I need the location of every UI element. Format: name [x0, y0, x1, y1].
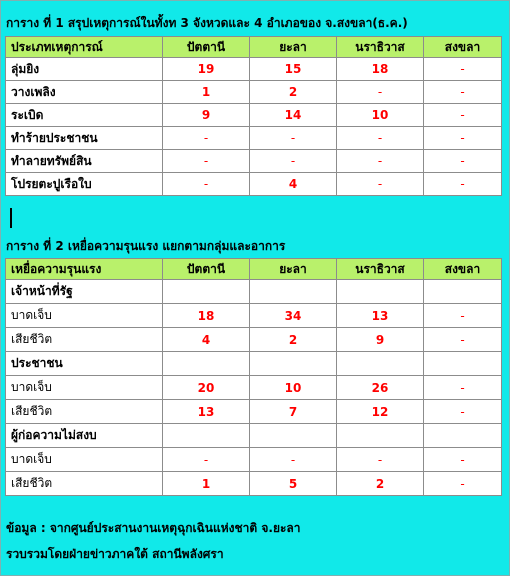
value-cell: - [163, 127, 250, 150]
value-cell: - [337, 127, 424, 150]
value-cell: - [424, 328, 502, 352]
value-cell: 2 [250, 81, 337, 104]
value-cell: - [424, 472, 502, 496]
value-cell: 7 [250, 400, 337, 424]
value-cell: 13 [163, 400, 250, 424]
value-cell: - [424, 150, 502, 173]
row-label: วางเพลิง [6, 81, 163, 104]
empty-cell [424, 280, 502, 304]
group-label: ผู้ก่อความไม่สงบ [6, 424, 163, 448]
table-row [6, 376, 502, 400]
value-cell: - [163, 173, 250, 196]
table-row [6, 127, 502, 150]
value-cell: 1 [163, 81, 250, 104]
table2-caption: การาง ที่ 2 เหยื่อความรุนแรง แยกตามกลุ่มและอาการ [6, 239, 286, 253]
row-label: โปรยตะปูเรือใบ [6, 173, 163, 196]
value-cell: 19 [163, 58, 250, 81]
empty-cell [163, 280, 250, 304]
group-label: ประชาชน [6, 352, 163, 376]
group-row [6, 352, 502, 376]
value-cell: 12 [337, 400, 424, 424]
empty-cell [250, 424, 337, 448]
value-cell: 9 [163, 104, 250, 127]
column-header: ยะลา [250, 37, 337, 58]
value-cell: - [424, 173, 502, 196]
table-row [6, 472, 502, 496]
table2-header-row [6, 259, 502, 280]
row-label: ระเบิด [6, 104, 163, 127]
table-row [6, 328, 502, 352]
row-label: บาดเจ็บ [6, 448, 163, 472]
table-row [6, 400, 502, 424]
value-cell: 34 [250, 304, 337, 328]
value-cell: - [163, 150, 250, 173]
value-cell: 5 [250, 472, 337, 496]
value-cell: 15 [250, 58, 337, 81]
column-header: ปัตตานี [163, 259, 250, 280]
empty-cell [424, 352, 502, 376]
value-cell: 10 [337, 104, 424, 127]
value-cell: - [424, 81, 502, 104]
table-row [6, 104, 502, 127]
value-cell: 13 [337, 304, 424, 328]
value-cell: 4 [250, 173, 337, 196]
value-cell: 9 [337, 328, 424, 352]
value-cell: 20 [163, 376, 250, 400]
table-row [6, 448, 502, 472]
empty-cell [424, 424, 502, 448]
column-header: ประเภทเหตุการณ์ [6, 37, 163, 58]
empty-cell [163, 424, 250, 448]
value-cell: 1 [163, 472, 250, 496]
value-cell: - [424, 448, 502, 472]
column-header: นราธิวาส [337, 259, 424, 280]
value-cell: 2 [250, 328, 337, 352]
value-cell: 26 [337, 376, 424, 400]
row-label: บาดเจ็บ [6, 304, 163, 328]
value-cell: - [424, 58, 502, 81]
value-cell: 18 [163, 304, 250, 328]
group-label: เจ้าหน้าที่รัฐ [6, 280, 163, 304]
row-label: บาดเจ็บ [6, 376, 163, 400]
row-label: เสียชีวิต [6, 472, 163, 496]
empty-cell [337, 424, 424, 448]
value-cell: - [424, 376, 502, 400]
text-cursor [10, 208, 12, 228]
value-cell: - [337, 448, 424, 472]
column-header: เหยื่อความรุนแรง [6, 259, 163, 280]
group-row [6, 424, 502, 448]
empty-cell [250, 280, 337, 304]
row-label: เสียชีวิต [6, 328, 163, 352]
value-cell: 2 [337, 472, 424, 496]
column-header: นราธิวาส [337, 37, 424, 58]
summary-table [5, 36, 502, 196]
value-cell: - [337, 173, 424, 196]
source-note: ข้อมูล : จากศูนย์ประสานงานเหตุฉุกเฉินแห่งชาติ จ.ยะลา [6, 521, 301, 535]
value-cell: - [250, 448, 337, 472]
row-label: เสียชีวิต [6, 400, 163, 424]
value-cell: - [337, 150, 424, 173]
value-cell: - [424, 104, 502, 127]
value-cell: - [424, 304, 502, 328]
table-row [6, 173, 502, 196]
victims-table [5, 258, 502, 496]
value-cell: 14 [250, 104, 337, 127]
value-cell: 18 [337, 58, 424, 81]
empty-cell [337, 280, 424, 304]
value-cell: - [424, 400, 502, 424]
table1-header-row [6, 37, 502, 58]
table-row [6, 150, 502, 173]
empty-cell [250, 352, 337, 376]
table1-caption: การาง ที่ 1 สรุปเหตุการณ์ในทั้งท 3 จังหวดและ 4 อำเภอของ จ.สงขลา(ธ.ค.) [6, 16, 408, 30]
value-cell: - [163, 448, 250, 472]
column-header: ยะลา [250, 259, 337, 280]
table-row [6, 81, 502, 104]
row-label: ลุ่มยิง [6, 58, 163, 81]
column-header: สงขลา [424, 259, 502, 280]
table-row [6, 304, 502, 328]
value-cell: - [337, 81, 424, 104]
value-cell: 4 [163, 328, 250, 352]
column-header: ปัตตานี [163, 37, 250, 58]
compiled-note: รวบรวมโดยฝ่ายข่าวภาคใต้ สถานีพลังศรา [6, 547, 224, 561]
value-cell: - [250, 127, 337, 150]
group-row [6, 280, 502, 304]
empty-cell [337, 352, 424, 376]
row-label: ทำร้ายประชาชน [6, 127, 163, 150]
value-cell: - [250, 150, 337, 173]
empty-cell [163, 352, 250, 376]
value-cell: 10 [250, 376, 337, 400]
value-cell: - [424, 127, 502, 150]
row-label: ทำลายทรัพย์สิน [6, 150, 163, 173]
table-row [6, 58, 502, 81]
column-header: สงขลา [424, 37, 502, 58]
